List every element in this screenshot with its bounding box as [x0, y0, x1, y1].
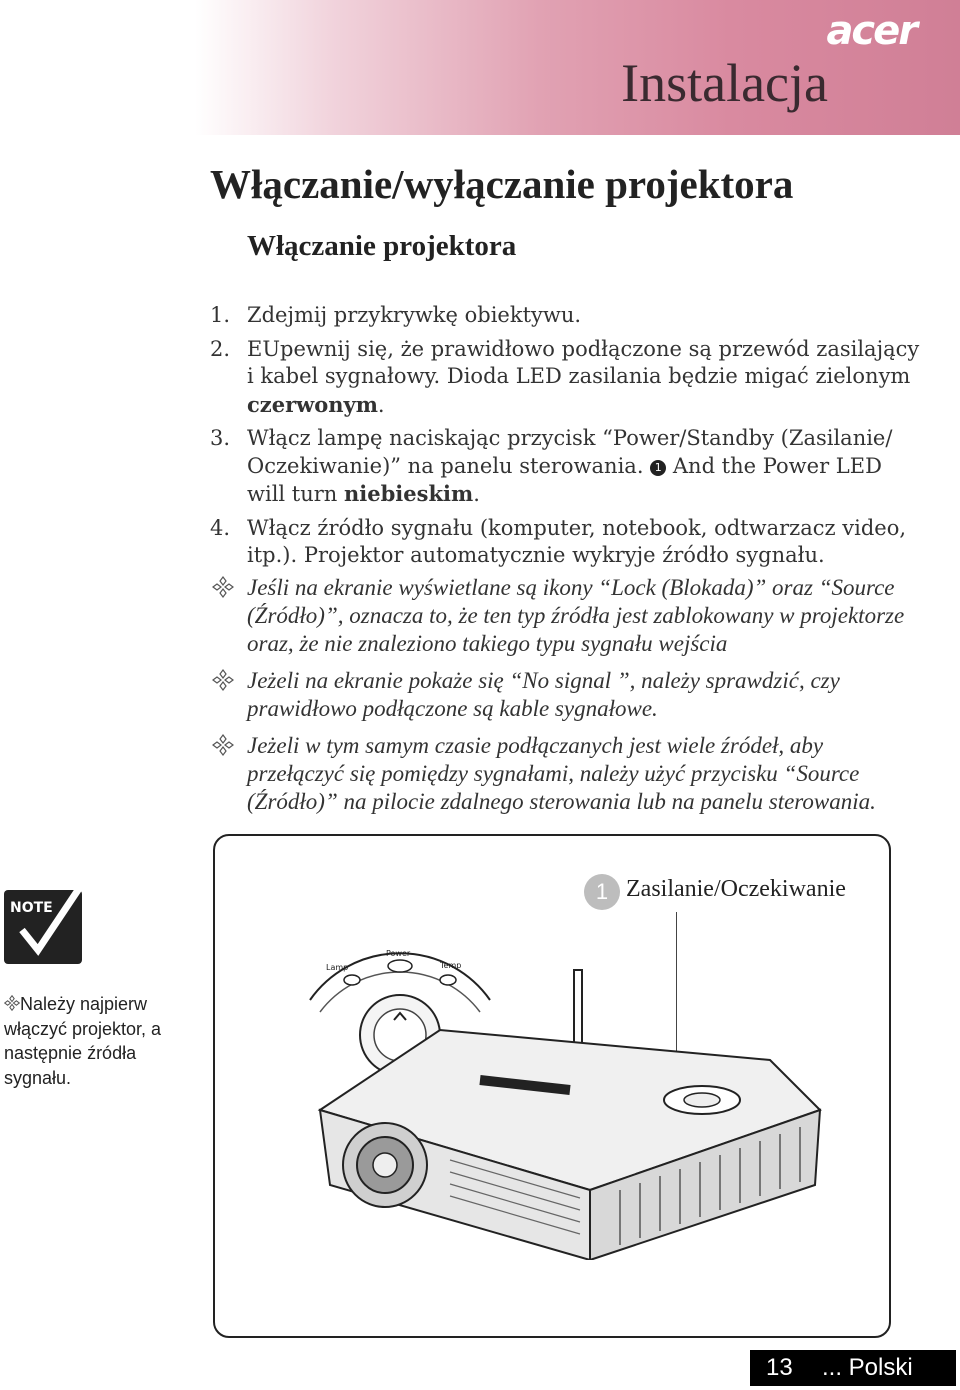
step-text-continued: And the Power LED will turn [247, 453, 882, 506]
panel-label-power: Power [386, 949, 411, 958]
note-text [4, 992, 174, 1090]
step-end: . [473, 482, 480, 506]
step-text: Włącz źródło sygnału (komputer, notebook, odtwarzacz video, itp.). Projektor automatycznie wykryje źródło sygnału. [247, 515, 907, 567]
tip-item [210, 574, 920, 658]
four-diamond-bullet-icon [4, 995, 20, 1011]
tip-item [210, 667, 920, 723]
callout-number: 1 [584, 874, 620, 910]
step-item [210, 515, 920, 570]
step-bold: czerwonym [247, 391, 378, 417]
four-diamond-bullet-icon [212, 734, 234, 756]
step-number: 4. [210, 515, 231, 540]
tip-text: Jeżeli na ekranie pokaże się “No signal ”, należy sprawdzić, czy prawidłowo podłączone są kable sygnałowe. [247, 668, 840, 721]
projector-illustration [290, 940, 830, 1260]
step-text: Zdejmij przykrywkę obiektywu. [247, 303, 582, 327]
step-item [210, 302, 920, 330]
note-body: Należy najpierw włączyć projektor, a następnie źródła sygnału. [4, 994, 162, 1088]
footer-language: ... Polski [822, 1354, 913, 1381]
note-logo-icon [2, 880, 88, 968]
panel-label-temp: Temp [440, 961, 462, 970]
panel-label-lamp: Lamp [326, 963, 349, 972]
step-item [210, 425, 920, 509]
step-end: . [377, 392, 385, 417]
brand-logo: acer [826, 8, 916, 54]
section-title: Instalacja [621, 53, 828, 113]
step-text: Włącz lampę naciskając przycisk “Power/Standby (Zasilanie/ Oczekiwanie)” na panelu sterowania. [247, 426, 893, 478]
page-title: Włączanie/wyłączanie projektora [210, 161, 794, 207]
step-number: 3. [210, 426, 231, 450]
four-diamond-bullet-icon [212, 669, 234, 691]
page-subtitle: Włączanie projektora [247, 230, 517, 262]
step-number: 2. [210, 336, 231, 361]
lens-glass [373, 1153, 397, 1177]
tip-item [210, 732, 920, 816]
page-footer [750, 1350, 956, 1386]
step-bold: niebieskim [344, 481, 474, 506]
four-diamond-bullet-icon [212, 576, 234, 598]
note-logo-label: NOTE [10, 900, 53, 916]
callout-marker: 1 [650, 460, 666, 476]
steps-list [210, 302, 920, 576]
step-item [210, 336, 920, 420]
tip-text: Jeśli na ekranie wyświetlane są ikony “Lock (Blokada)” oraz “Source (Źródło)”, oznacza to, że ten typ źródła jest zablokowany w projektorze oraz, że nie znaleziono takiego typu sygnału wejścia [247, 575, 905, 656]
page-number: 13 [766, 1354, 793, 1381]
callout-label: Zasilanie/Oczekiwanie [626, 876, 846, 902]
top-control-pad [684, 1093, 720, 1107]
step-text: EUpewnij się, że prawidłowo podłączone są przewód zasilający i kabel sygnałowy. Dioda LED zasilania będzie migać zielonym [247, 336, 920, 388]
tips-list [210, 574, 920, 825]
tip-text: Jeżeli w tym samym czasie podłączanych jest wiele źródeł, aby przełączyć się pomiędzy sygnałami, należy użyć przycisku “Source (Źródło)” na pilocie zdalnego sterowania lub na panelu sterowania. [247, 733, 876, 814]
step-number: 1. [210, 303, 231, 327]
